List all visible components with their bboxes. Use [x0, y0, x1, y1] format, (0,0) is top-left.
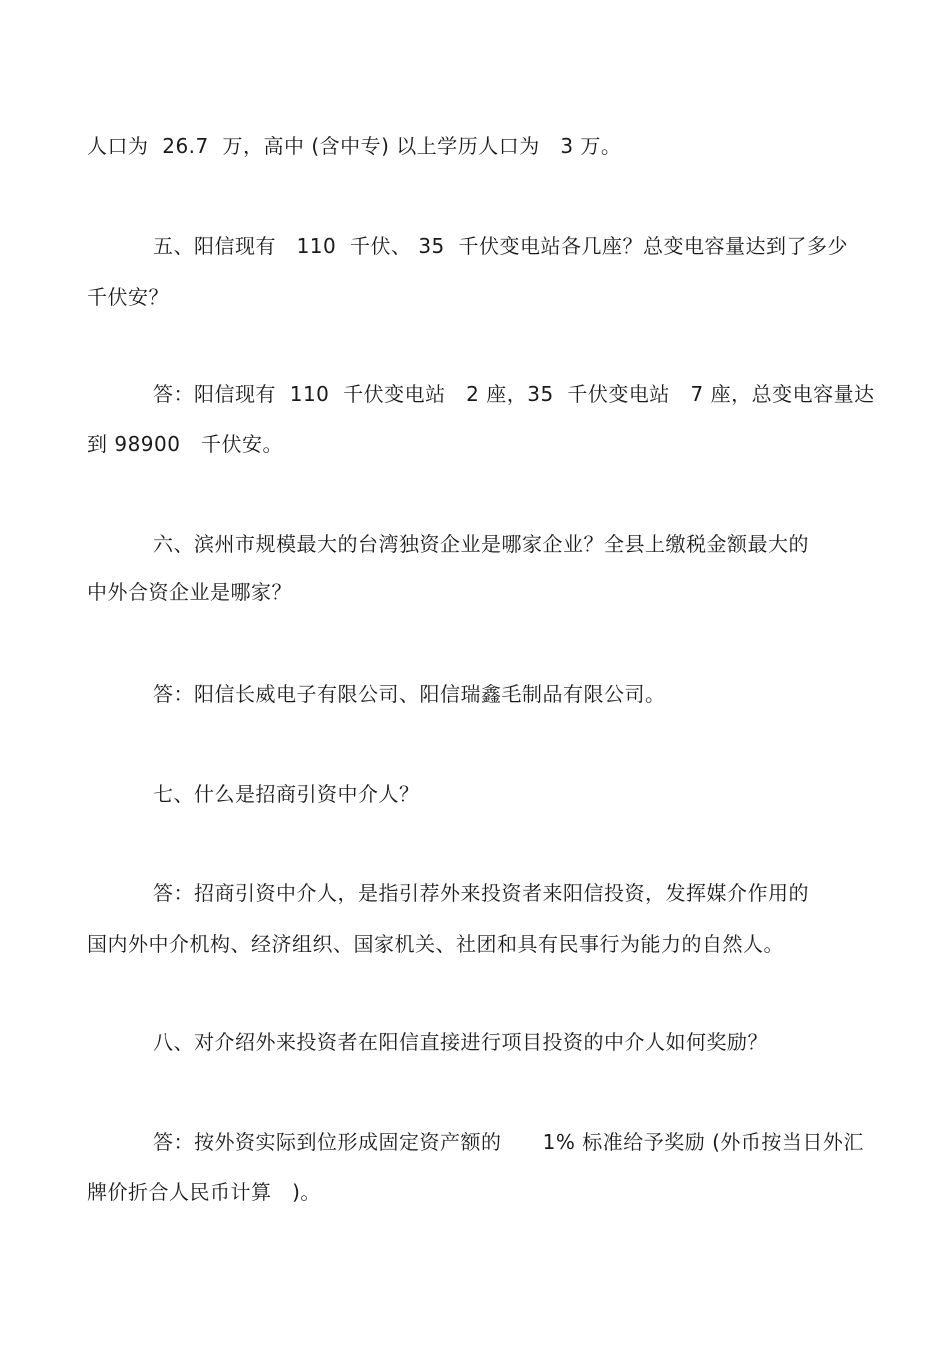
question-7: 七、什么是招商引资中介人？ [153, 782, 420, 806]
answer-7: 答：招商引资中介人，是指引荐外来投资者来阳信投资，发挥媒介作用的 [153, 881, 809, 905]
answer-6: 答：阳信长威电子有限公司、阳信瑞鑫毛制品有限公司。 [153, 682, 666, 706]
answer-8-cont: 牌价折合人民币计算 )。 [87, 1180, 321, 1204]
text-line: 人口为 26.7 万，高中 (含中专) 以上学历人口为 3 万。 [87, 134, 622, 158]
answer-7-cont: 国内外中介机构、经济组织、国家机关、社团和具有民事行为能力的自然人。 [87, 932, 784, 956]
question-5-cont: 千伏安？ [87, 285, 169, 309]
question-6-cont: 中外合资企业是哪家？ [87, 580, 292, 604]
question-6: 六、滨州市规模最大的台湾独资企业是哪家企业？全县上缴税金额最大的 [153, 532, 809, 556]
answer-5-cont: 到 98900 千伏安。 [87, 432, 284, 456]
question-5: 五、阳信现有 110 千伏、 35 千伏变电站各几座？总变电容量达到了多少 [153, 234, 848, 258]
answer-5: 答：阳信现有 110 千伏变电站 2 座，35 千伏变电站 7 座，总变电容量达 [153, 382, 875, 406]
answer-8: 答：按外资实际到位形成固定资产额的 1% 标准给予奖励 (外币按当日外汇 [153, 1130, 864, 1154]
question-8: 八、对介绍外来投资者在阳信直接进行项目投资的中介人如何奖励？ [153, 1030, 768, 1054]
